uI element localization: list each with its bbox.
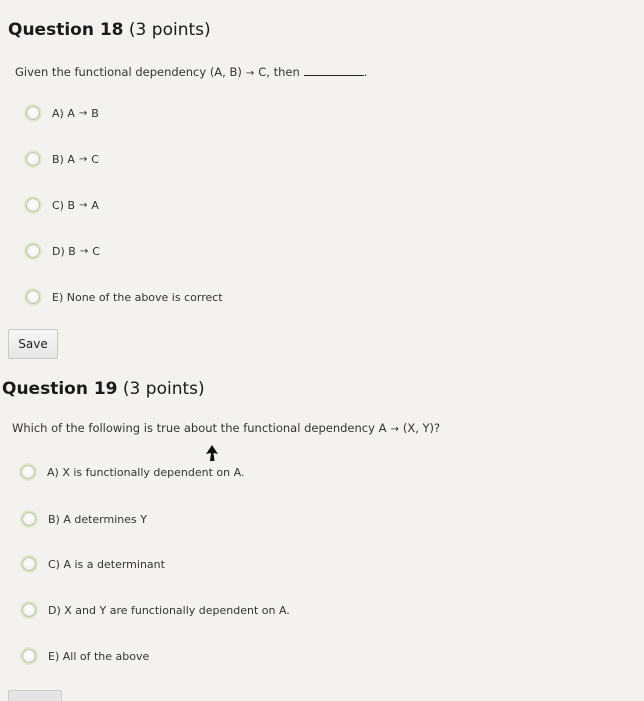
option-label: D) X and Y are functionally dependent on A. — [48, 603, 290, 617]
radio-button[interactable] — [26, 244, 40, 258]
arrow-icon: → — [78, 153, 88, 165]
option-label-end: A — [91, 198, 99, 212]
option-label: A) A — [52, 106, 75, 120]
prompt-text-start: Given the functional dependency (A, B) — [15, 65, 242, 79]
question-18-points: (3 points) — [128, 20, 211, 40]
arrow-icon: → — [79, 245, 89, 257]
option-label: D) B — [52, 244, 76, 258]
question-19-title — [2, 379, 205, 399]
radio-button[interactable] — [26, 152, 40, 166]
mouse-cursor-icon — [206, 445, 218, 461]
answer-blank — [304, 65, 364, 76]
option-label: E) All of the above — [48, 649, 150, 663]
q19-option-e[interactable] — [22, 649, 149, 663]
option-label-end: C — [91, 152, 99, 166]
arrow-icon: → — [245, 68, 255, 79]
radio-button[interactable] — [22, 557, 36, 571]
radio-button[interactable] — [21, 465, 35, 479]
q19-option-a[interactable] — [21, 465, 244, 479]
q19-option-c[interactable] — [22, 557, 165, 571]
option-label: C) A is a determinant — [48, 557, 165, 571]
prompt-text-end: (X, Y)? — [402, 421, 441, 435]
prompt-text-start: Which of the following is true about the functional dependency A — [12, 421, 387, 435]
option-label: E) None of the above is correct — [52, 290, 223, 304]
radio-button[interactable] — [26, 290, 40, 304]
option-label: A) X is functionally dependent on A. — [47, 465, 245, 479]
question-19-number: Question 19 — [2, 379, 118, 399]
save-button-partial[interactable] — [8, 690, 62, 701]
prompt-period: . — [363, 65, 368, 79]
radio-button[interactable] — [22, 512, 36, 526]
option-label-end: B — [91, 106, 99, 120]
q19-option-d[interactable] — [22, 603, 290, 617]
option-label: B) A determines Y — [48, 512, 147, 526]
option-label: C) B — [52, 198, 76, 212]
question-19-points: (3 points) — [122, 379, 205, 399]
q18-option-d[interactable] — [26, 244, 100, 258]
q18-option-b[interactable] — [26, 152, 99, 166]
q18-option-e[interactable] — [26, 290, 223, 304]
radio-button[interactable] — [26, 198, 40, 212]
q18-option-c[interactable] — [26, 198, 99, 212]
radio-button[interactable] — [26, 106, 40, 120]
q18-option-a[interactable] — [26, 106, 99, 120]
arrow-icon: → — [79, 199, 88, 211]
prompt-text-end: C, then — [258, 65, 300, 79]
arrow-icon: → — [390, 424, 399, 435]
save-button[interactable]: Save — [8, 329, 58, 359]
q19-option-b[interactable] — [22, 512, 147, 526]
radio-button[interactable] — [22, 649, 36, 663]
question-18-number: Question 18 — [8, 20, 124, 40]
option-label: B) A — [52, 152, 75, 166]
option-label-end: C — [92, 244, 100, 258]
question-18-title — [8, 20, 211, 40]
question-18-prompt — [15, 65, 367, 79]
arrow-icon: → — [78, 107, 88, 119]
question-19-prompt — [12, 421, 440, 435]
radio-button[interactable] — [22, 603, 36, 617]
